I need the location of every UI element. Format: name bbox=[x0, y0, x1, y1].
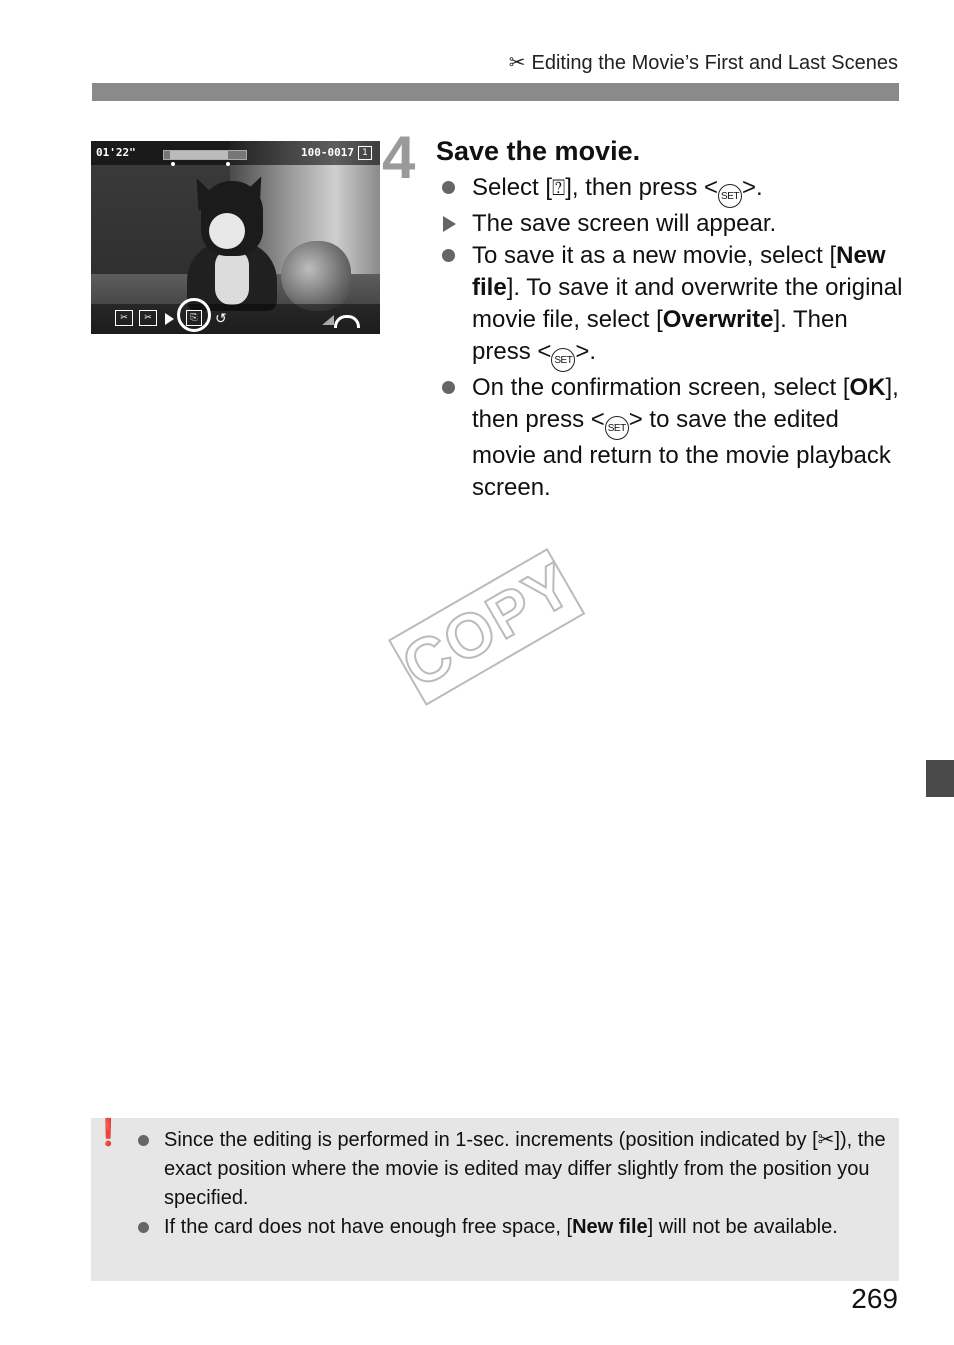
osd-time: 01'22" bbox=[96, 146, 136, 159]
save-icon: ⍰ bbox=[552, 176, 566, 201]
caution-note-list bbox=[136, 1126, 886, 1242]
bullet-dot bbox=[138, 1222, 149, 1233]
step-item: On the confirmation screen, select [OK], then press < SET > to save the edited movie and return to the movie playback screen. bbox=[440, 372, 905, 504]
osd-file-number: 100-0017 bbox=[301, 146, 354, 159]
step-item: Select [⍰], then press < SET >. bbox=[440, 172, 905, 208]
set-button-icon: SET bbox=[605, 416, 629, 440]
running-header-text: Editing the Movie’s First and Last Scenes bbox=[531, 52, 898, 74]
chapter-side-tab bbox=[926, 760, 954, 797]
save-icon: ⎘ bbox=[186, 310, 202, 326]
bullet-dot bbox=[442, 249, 455, 262]
osd-card-number: 1 bbox=[358, 146, 372, 160]
step-number: 4 bbox=[382, 124, 416, 191]
return-icon: ↺ bbox=[215, 311, 227, 327]
step-title: Save the movie. bbox=[436, 136, 641, 166]
scissors-icon: ✂ bbox=[508, 52, 526, 74]
volume-icon bbox=[322, 315, 334, 325]
step-list bbox=[440, 172, 905, 504]
osd-end-marker bbox=[226, 162, 230, 166]
osd-start-marker bbox=[171, 162, 175, 166]
camera-screen-image bbox=[91, 141, 380, 334]
plush-toy bbox=[281, 241, 351, 311]
header-rule bbox=[92, 83, 899, 101]
page-number: 269 bbox=[851, 1283, 898, 1314]
caution-icon: ❗ bbox=[92, 1118, 125, 1148]
set-button-icon: SET bbox=[718, 184, 742, 208]
note-item: Since the editing is performed in 1-sec. increments (position indicated by [✂]), the exact position where the movie is edited may differ slightly from the position you specified. bbox=[136, 1126, 886, 1213]
cut-start-icon: ✂ bbox=[115, 310, 133, 326]
copy-watermark: COPY bbox=[388, 548, 585, 706]
cut-end-icon: ✂ bbox=[139, 310, 157, 326]
selection-circle bbox=[177, 298, 211, 332]
osd-progress-track bbox=[163, 150, 247, 160]
note-item: If the card does not have enough free space, [New file] will not be available. bbox=[136, 1213, 886, 1242]
set-button-icon: SET bbox=[551, 348, 575, 372]
bullet-dot bbox=[442, 381, 455, 394]
bullet-dot bbox=[138, 1135, 149, 1146]
step-item: The save screen will appear. bbox=[440, 208, 905, 240]
running-header bbox=[509, 50, 898, 75]
step-item: To save it as a new movie, select [New file]. To save it and overwrite the original movie file, select [Overwrite]. Then press < SET >. bbox=[440, 240, 905, 372]
bullet-triangle bbox=[443, 216, 456, 232]
play-icon bbox=[165, 313, 174, 325]
scissors-icon: ✂ bbox=[817, 1129, 835, 1151]
bullet-dot bbox=[442, 181, 455, 194]
